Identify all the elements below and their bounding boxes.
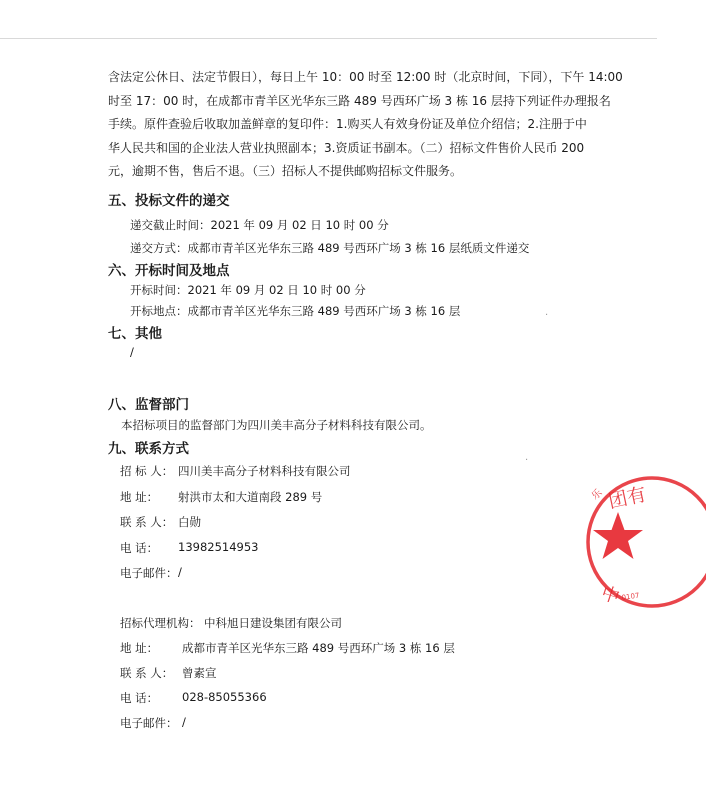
agency-name-label: 招标代理机构： (120, 616, 201, 630)
tenderer-email-label: 电子邮件： (120, 566, 178, 580)
section-heading-7: 七、其他 (108, 326, 162, 342)
paragraph-line: 时至 17：00 时，在成都市青羊区光华东三路 489 号西环广场 3 栋 16 层持下列证件办理报名 (108, 93, 611, 108)
tenderer-address: 射洪市太和大道南段 289 号 (178, 490, 323, 504)
seal-star-icon (593, 512, 643, 559)
svg-text:0107: 0107 (621, 591, 640, 602)
tenderer-phone: 13982514953 (178, 540, 259, 554)
paragraph-line: 元，逾期不售，售后不退。（三）招标人不提供邮购招标文件服务。 (108, 164, 463, 179)
tenderer-contact: 白勋 (178, 515, 201, 529)
agency-contact: 曾素宣 (182, 666, 217, 680)
tenderer-phone-label: 电 话： (120, 541, 159, 555)
registration-paragraph (108, 66, 623, 184)
section-heading-6: 六、开标时间及地点 (108, 263, 230, 279)
other-body: / (130, 345, 134, 359)
paragraph-line: 华人民共和国的企业法人营业执照副本；3.资质证书副本。（二）招标文件售价人民币 200 (108, 140, 585, 155)
scan-mark: · (525, 455, 529, 466)
company-seal-stamp (586, 472, 706, 612)
top-rule (0, 38, 657, 39)
agency-phone-label: 电 话： (120, 691, 159, 705)
tenderer-address-label: 地 址： (120, 490, 159, 504)
submission-deadline: 递交截止时间：2021 年 09 月 02 日 10 时 00 分 (130, 218, 389, 232)
scan-mark: · (545, 310, 549, 321)
svg-text:乐: 乐 (589, 487, 605, 503)
paragraph-line: 含法定公休日、法定节假日），每日上午 10：00 时至 12:00 时（北京时间，下同），下午 14:00 (108, 70, 623, 84)
svg-text:中: 中 (598, 582, 623, 609)
opening-time: 开标时间：2021 年 09 月 02 日 10 时 00 分 (130, 283, 366, 297)
agency-email-label: 电子邮件： (120, 716, 178, 730)
agency-phone: 028-85055366 (182, 690, 267, 704)
agency-name: 中科旭日建设集团有限公司 (204, 616, 342, 630)
tenderer-name: 四川美丰高分子材料科技有限公司 (178, 464, 351, 478)
section-heading-9: 九、联系方式 (108, 441, 189, 457)
agency-contact-label: 联 系 人： (120, 666, 174, 680)
agency-email: / (182, 715, 186, 729)
section-heading-5: 五、投标文件的递交 (108, 193, 230, 209)
paragraph-line: 手续。原件查验后收取加盖鲜章的复印件：1.购买人有效身份证及单位介绍信；2.注册于中 (108, 117, 587, 132)
section-heading-8: 八、监督部门 (108, 397, 189, 413)
opening-place: 开标地点：成都市青羊区光华东三路 489 号西环广场 3 栋 16 层 (130, 304, 461, 318)
agency-address-label: 地 址： (120, 641, 159, 655)
agency-address: 成都市青羊区光华东三路 489 号西环广场 3 栋 16 层 (182, 641, 455, 655)
submission-method: 递交方式：成都市青羊区光华东三路 489 号西环广场 3 栋 16 层纸质文件递交 (130, 241, 530, 255)
tenderer-name-label: 招 标 人： (120, 464, 174, 478)
svg-text:团有: 团有 (606, 483, 649, 513)
supervision-body: 本招标项目的监督部门为四川美丰高分子材料科技有限公司。 (121, 418, 432, 432)
tenderer-contact-label: 联 系 人： (120, 515, 174, 529)
tenderer-email: / (178, 565, 182, 579)
